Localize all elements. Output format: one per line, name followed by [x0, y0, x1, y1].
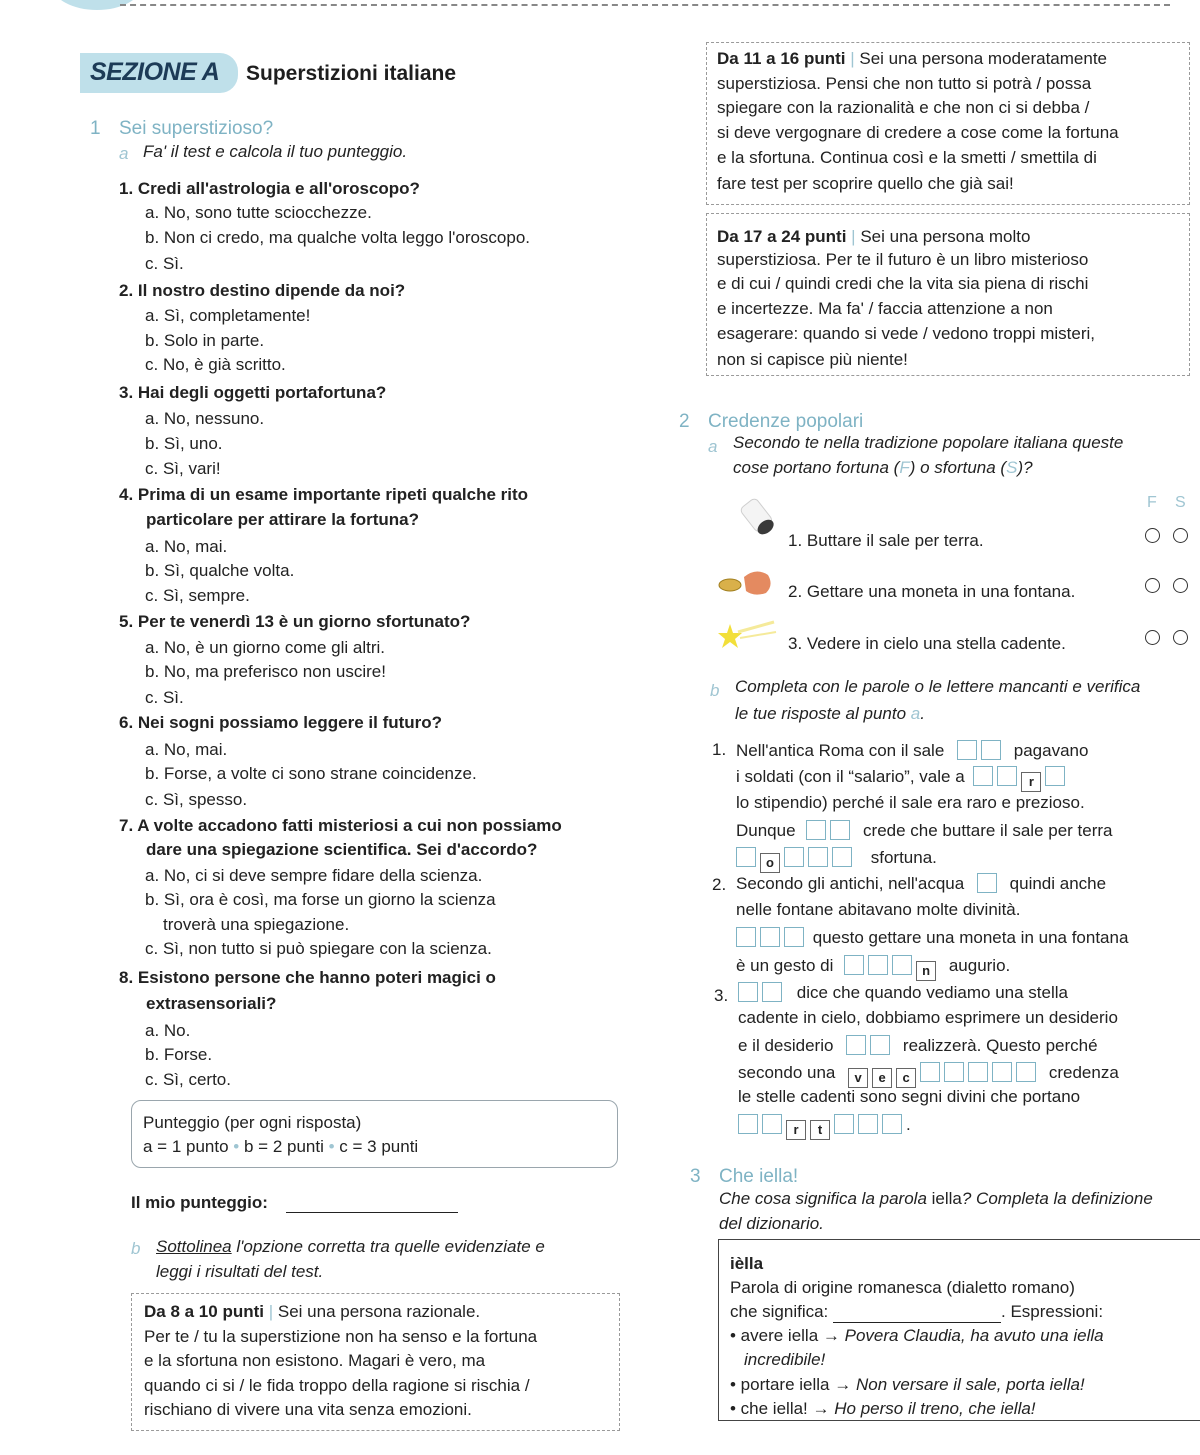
arrow-right-icon: →	[834, 1375, 852, 1394]
letter-box[interactable]	[868, 955, 888, 975]
ex1b-underline-word: Sottolinea	[156, 1237, 232, 1256]
letter-box[interactable]	[806, 820, 826, 840]
radio-item3-S[interactable]	[1173, 630, 1188, 645]
letter-box[interactable]	[762, 982, 782, 1002]
p1-line2	[736, 766, 1069, 792]
dict-line2	[730, 1302, 1103, 1323]
result3-line6: non si capisce più niente!	[717, 350, 908, 369]
q3-option-c: c. Sì, vari!	[145, 459, 221, 478]
result2-range: Da 11 a 16 punti	[717, 49, 846, 68]
question-6: 6. Nei sogni possiamo leggere il futuro?	[119, 713, 443, 732]
letter-box[interactable]	[830, 820, 850, 840]
q1-option-a: a. No, sono tutte sciocchezze.	[145, 203, 372, 222]
letter-box[interactable]	[944, 1062, 964, 1082]
score-values	[143, 1137, 418, 1157]
expr2-term: • portare iella	[730, 1375, 830, 1394]
my-score-label: Il mio punteggio:	[131, 1193, 268, 1212]
letter-box[interactable]	[870, 1035, 890, 1055]
p1-line3: lo stipendio) perché il sale era raro e prezioso.	[736, 793, 1085, 812]
p3-line1-text: dice che quando vediamo una stella	[796, 983, 1068, 1002]
question-8-line1: 8. Esistono persone che hanno poteri magici o	[119, 968, 496, 987]
shooting-star-icon	[716, 618, 778, 660]
result1-line3: e la sfortuna non esistono. Magari è vero, ma	[144, 1351, 486, 1370]
letter-box[interactable]	[1016, 1062, 1036, 1082]
letter-box-r: r	[786, 1120, 806, 1140]
letter-box[interactable]	[981, 740, 1001, 760]
p1-line5	[736, 847, 937, 873]
p2-line2: nelle fontane abitavano molte divinità.	[736, 900, 1021, 919]
result2-line4: si deve vergognare di credere a cose come la fortuna	[717, 123, 1119, 142]
dict-line1: Parola di origine romanesca (dialetto romano)	[730, 1278, 1075, 1297]
q6-option-b: b. Forse, a volte ci sono strane coincidenze.	[145, 764, 477, 783]
p1-line4-start: Dunque	[736, 821, 796, 840]
expr1-term: • avere iella	[730, 1326, 819, 1345]
ex2-item-1: 1. Buttare il sale per terra.	[788, 531, 984, 550]
p1-line4	[736, 820, 1113, 841]
question-7-line2: dare una spiegazione scientifica. Sei d'accordo?	[146, 840, 538, 859]
p3-line6	[738, 1114, 911, 1140]
ex2a-instruction-line2	[733, 458, 1033, 478]
dict-expression-3	[730, 1399, 1036, 1419]
letter-box[interactable]	[760, 927, 780, 947]
letter-box-c: c	[896, 1068, 916, 1088]
ex1b-instruction-line1	[156, 1237, 545, 1257]
question-1: 1. Credi all'astrologia e all'oroscopo?	[119, 179, 420, 198]
letter-box-e: e	[872, 1068, 892, 1088]
letter-box[interactable]	[968, 1062, 988, 1082]
ex3-number: 3	[690, 1166, 701, 1187]
p2-line1	[736, 873, 1106, 894]
result2-text1: Sei una persona moderatamente	[859, 49, 1107, 68]
score-sep-1: •	[233, 1137, 240, 1156]
column-header-S: S	[1175, 494, 1186, 511]
dict-headword: ièlla	[730, 1254, 764, 1273]
letter-box-n: n	[916, 961, 936, 981]
ex2a-instruction-line1: Secondo te nella tradizione popolare italiana queste	[733, 433, 1124, 452]
expr3-example: Ho perso il treno, che iella!	[834, 1399, 1036, 1418]
ex1b-letter: b	[131, 1239, 141, 1258]
letter-box[interactable]	[762, 1114, 782, 1134]
result2-line2: superstiziosa. Pensi che non tutto si potrà / possa	[717, 74, 1092, 93]
q1-option-b: b. Non ci credo, ma qualche volta leggo l'oroscopo.	[145, 228, 531, 247]
letter-box[interactable]	[844, 955, 864, 975]
q6-option-a: a. No, mai.	[145, 740, 228, 759]
score-box	[131, 1100, 618, 1168]
section-title: Superstizioni italiane	[246, 62, 457, 85]
p2-line4-start: è un gesto di	[736, 956, 834, 975]
p1-number: 1.	[712, 740, 727, 759]
result1-line5: rischiano di vivere una vita senza emozioni.	[144, 1400, 472, 1419]
ex2b-instruction-line1: Completa con le parole o le lettere mancanti e verifica	[735, 677, 1141, 696]
radio-item2-S[interactable]	[1173, 578, 1188, 593]
letter-box[interactable]	[738, 1114, 758, 1134]
q2-option-c: c. No, è già scritto.	[145, 355, 286, 374]
radio-item1-S[interactable]	[1173, 528, 1188, 543]
ex2b-instr-end: .	[920, 704, 925, 723]
p1-line4-end: crede che buttare il sale per terra	[863, 821, 1113, 840]
question-2: 2. Il nostro destino dipende da noi?	[119, 281, 406, 300]
ex3-instr-pre: Che cosa significa la parola	[719, 1189, 932, 1208]
ex2a-instr-pre: cose portano fortuna (	[733, 458, 900, 477]
q2-option-a: a. Sì, completamente!	[145, 306, 311, 325]
q8-option-a: a. No.	[145, 1021, 191, 1040]
ex2-title: Credenze popolari	[708, 411, 864, 432]
q4-option-c: c. Sì, sempre.	[145, 586, 250, 605]
ex2a-instr-mid: ) o sfortuna (	[909, 458, 1007, 477]
letter-box[interactable]	[882, 1114, 902, 1134]
result1-range: Da 8 a 10 punti	[144, 1302, 264, 1321]
q3-option-a: a. No, nessuno.	[145, 409, 265, 428]
p1-line1-end: pagavano	[1013, 741, 1089, 760]
q5-option-b: b. No, ma preferisco non uscire!	[145, 662, 386, 681]
p3-number: 3.	[714, 986, 729, 1005]
p3-line5: le stelle cadenti sono segni divini che portano	[738, 1087, 1081, 1106]
result3-line2: superstiziosa. Per te il futuro è un libro misterioso	[717, 250, 1089, 269]
result1-line4: quando ci si / le fida troppo della ragione si rischia /	[144, 1376, 530, 1395]
ex2-item-2: 2. Gettare una moneta in una fontana.	[788, 582, 1076, 601]
result2-line1: Da 11 a 16 punti | Sei una persona moderatamente	[717, 49, 1107, 68]
arrow-right-icon: →	[822, 1326, 840, 1345]
letter-box[interactable]	[784, 927, 804, 947]
dict-line2-end: . Espressioni:	[1001, 1302, 1104, 1321]
p2-line3	[736, 927, 1128, 948]
ex2a-letter: a	[708, 437, 718, 456]
radio-item2-F[interactable]	[1145, 578, 1160, 593]
p2-line4	[736, 955, 1010, 981]
ex2-number: 2	[679, 411, 690, 432]
p3-line4-start: secondo una	[738, 1063, 836, 1082]
question-4-line2: particolare per attirare la fortuna?	[146, 510, 420, 529]
question-8-line2: extrasensoriali?	[146, 994, 277, 1013]
ex3-instruction-line2: del dizionario.	[719, 1214, 824, 1233]
p3-line3-end: realizzerà. Questo perché	[902, 1036, 1098, 1055]
dict-expression-1	[730, 1326, 1104, 1346]
q3-option-b: b. Sì, uno.	[145, 434, 223, 453]
result3-line4: e incertezze. Ma fa' / faccia attenzione a non	[717, 299, 1053, 318]
question-4-line1: 4. Prima di un esame importante ripeti qualche rito	[119, 485, 529, 504]
p3-line4	[738, 1062, 1119, 1088]
ex2b-instr-text: le tue risposte al punto	[735, 704, 907, 723]
question-3: 3. Hai degli oggetti portafortuna?	[119, 383, 387, 402]
letter-box[interactable]	[892, 955, 912, 975]
question-7-line1: 7. A volte accadono fatti misteriosi a cui non possiamo	[119, 816, 562, 835]
section-label: SEZIONE A	[90, 58, 220, 86]
letter-box-r: r	[1021, 772, 1041, 792]
q8-option-b: b. Forse.	[145, 1045, 213, 1064]
ex2-item-3: 3. Vedere in cielo una stella cadente.	[788, 634, 1066, 653]
p2-line3-text: questo gettare una moneta in una fontana	[812, 928, 1129, 947]
ex2a-S: S	[1006, 458, 1018, 477]
ex3-instr-post: ? Completa la definizione	[961, 1189, 1153, 1208]
arrow-right-icon: →	[812, 1399, 830, 1418]
ex1b-instruction-rest: l'opzione corretta tra quelle evidenziate e	[231, 1237, 545, 1256]
q7-option-b-line1: b. Sì, ora è così, ma forse un giorno la scienza	[145, 890, 496, 909]
q6-option-c: c. Sì, spesso.	[145, 790, 248, 809]
ex2b-instruction-line2	[735, 704, 925, 724]
p1-line5-text: sfortuna.	[870, 848, 937, 867]
ex3-title: Che iella!	[719, 1166, 799, 1187]
p1-line1-text: Nell'antica Roma con il sale	[736, 741, 945, 760]
p3-line4-end: credenza	[1048, 1063, 1119, 1082]
score-sep-2: •	[328, 1137, 335, 1156]
coin-purse-icon	[716, 565, 776, 599]
dict-line2-start: che significa:	[730, 1302, 829, 1321]
letter-box[interactable]	[736, 847, 756, 867]
p3-line6-end: .	[906, 1115, 911, 1134]
ex3-instr-word: iella	[931, 1189, 962, 1208]
expr2-example: Non versare il sale, porta iella!	[855, 1375, 1085, 1394]
expr1-example: Povera Claudia, ha avuto una iella	[844, 1326, 1104, 1345]
q4-option-b: b. Sì, qualche volta.	[145, 561, 295, 580]
letter-box[interactable]	[736, 927, 756, 947]
result2-line6: fare test per scoprire quello che già sai!	[717, 174, 1014, 193]
result1-line1: Da 8 a 10 punti | Sei una persona razionale.	[144, 1302, 481, 1321]
q5-option-a: a. No, è un giorno come gli altri.	[145, 638, 386, 657]
q5-option-c: c. Sì.	[145, 688, 184, 707]
p2-line4-end: augurio.	[948, 956, 1011, 975]
dict-expression-1-cont: incredibile!	[744, 1350, 826, 1369]
letter-box[interactable]	[834, 1114, 854, 1134]
ex1a-instruction: Fa' il test e calcola il tuo punteggio.	[143, 142, 408, 161]
result3-line1: Da 17 a 24 punti | Sei una persona molto	[717, 227, 1031, 246]
ex1b-instruction-line2: leggi i risultati del test.	[156, 1262, 324, 1281]
q8-option-c: c. Sì, certo.	[145, 1070, 231, 1089]
ex2a-F: F	[899, 458, 910, 477]
ex2b-instr-ref: a	[910, 704, 921, 723]
ex1a-letter: a	[119, 144, 129, 163]
letter-box-t: t	[810, 1120, 830, 1140]
score-title: Punteggio (per ogni risposta)	[143, 1113, 362, 1132]
result3-text1: Sei una persona molto	[860, 227, 1031, 246]
result3-line5: esagerare: quando si vede / vedono troppi misteri,	[717, 324, 1096, 343]
letter-box[interactable]	[808, 847, 828, 867]
letter-box[interactable]	[957, 740, 977, 760]
dict-expression-2	[730, 1375, 1085, 1395]
letter-box-o: o	[760, 853, 780, 873]
letter-box[interactable]	[977, 873, 997, 893]
expr3-term: • che iella!	[730, 1399, 808, 1418]
letter-box-v: v	[848, 1068, 868, 1088]
meaning-blank[interactable]	[833, 1302, 1001, 1323]
ex1-title: Sei superstizioso?	[119, 118, 274, 139]
p1-line2-text: i soldati (con il “salario”, vale a	[736, 767, 965, 786]
q7-option-c: c. Sì, non tutto si può spiegare con la scienza.	[145, 939, 492, 958]
score-a: a = 1 punto	[143, 1137, 229, 1156]
score-b: b = 2 punti	[243, 1137, 324, 1156]
radio-item3-F[interactable]	[1145, 630, 1160, 645]
ex2a-instr-post: )?	[1017, 458, 1033, 477]
letter-box[interactable]	[846, 1035, 866, 1055]
letter-box[interactable]	[992, 1062, 1012, 1082]
top-dashed-divider	[120, 4, 1170, 6]
letter-box[interactable]	[920, 1062, 940, 1082]
p2-number: 2.	[712, 875, 727, 894]
q7-option-b-line2: troverà una spiegazione.	[163, 915, 350, 934]
q7-option-a: a. No, ci si deve sempre fidare della scienza.	[145, 866, 483, 885]
letter-box[interactable]	[973, 766, 993, 786]
result3-range: Da 17 a 24 punti	[717, 227, 847, 246]
letter-box[interactable]	[738, 982, 758, 1002]
p3-line1	[738, 982, 1068, 1003]
my-score-blank[interactable]	[286, 1212, 458, 1213]
result2-line5: e la sfortuna. Continua così e la smetti / smettila di	[717, 148, 1097, 167]
letter-box[interactable]	[997, 766, 1017, 786]
q2-option-b: b. Solo in parte.	[145, 331, 265, 350]
letter-box[interactable]	[858, 1114, 878, 1134]
p3-line3	[738, 1035, 1098, 1056]
p2-line1-text: Secondo gli antichi, nell'acqua	[736, 874, 965, 893]
result3-line3: e di cui / quindi credi che la vita sia piena di rischi	[717, 274, 1089, 293]
column-header-F: F	[1147, 494, 1157, 511]
letter-box[interactable]	[784, 847, 804, 867]
p1-line1	[736, 740, 1088, 761]
p3-line3-start: e il desiderio	[738, 1036, 834, 1055]
letter-box[interactable]	[1045, 766, 1065, 786]
radio-item1-F[interactable]	[1145, 528, 1160, 543]
result2-line3: spiegare con la razionalità e che non ci si debba /	[717, 98, 1090, 117]
result1-text1: Sei una persona razionale.	[277, 1302, 481, 1321]
salt-shaker-icon	[733, 494, 781, 538]
q4-option-a: a. No, mai.	[145, 537, 228, 556]
ex1-number: 1	[90, 118, 101, 139]
p2-line1-end: quindi anche	[1009, 874, 1107, 893]
score-c: c = 3 punti	[339, 1137, 419, 1156]
ex2b-letter: b	[710, 681, 720, 700]
question-5: 5. Per te venerdì 13 è un giorno sfortunato?	[119, 612, 471, 631]
q1-option-c: c. Sì.	[145, 254, 184, 273]
result1-line2: Per te / tu la superstizione non ha senso e la fortuna	[144, 1327, 538, 1346]
letter-box[interactable]	[832, 847, 852, 867]
p3-line2: cadente in cielo, dobbiamo esprimere un desiderio	[738, 1008, 1118, 1027]
ex3-instruction-line1	[719, 1189, 1153, 1209]
